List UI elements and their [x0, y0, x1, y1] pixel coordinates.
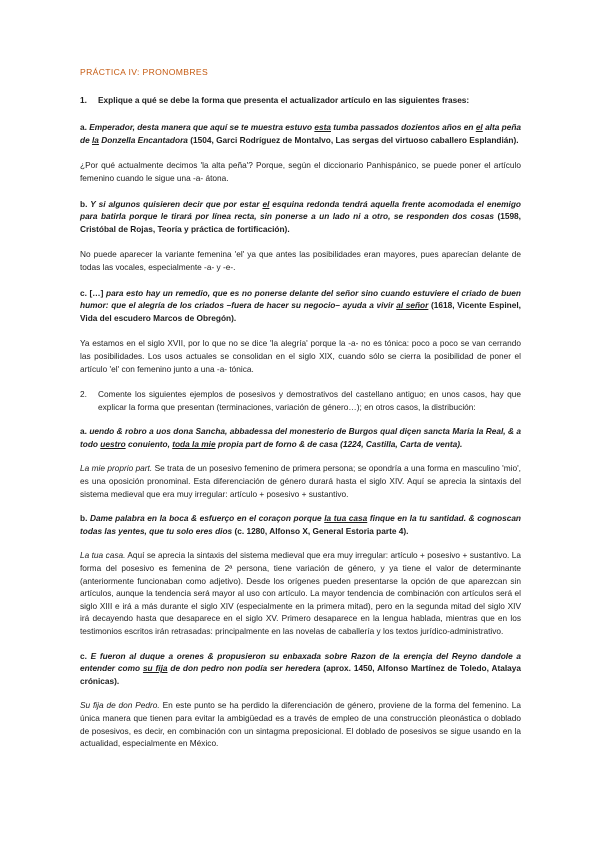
example-label: b. [80, 198, 88, 209]
question-number: 2. [80, 389, 87, 400]
example-label: a. [80, 122, 87, 133]
question-number: 1. [80, 94, 87, 105]
example-text: conuiento, [127, 438, 170, 449]
answer-lead: Su fija de don Pedro. [80, 700, 160, 711]
example-2c [80, 650, 521, 688]
answer-2c [80, 699, 521, 749]
example-text: esquina redonda tendrá aquella frente acomodada el enemigo para batirla porque le tirará por línea recta, sin ponerse a un lado ni a otro, se responden dos cosas [80, 198, 521, 222]
answer-2b [80, 549, 521, 637]
example-text: Dame palabra en la boca & esfuerço en el coraçon porque [89, 513, 322, 524]
example-c [80, 287, 521, 325]
example-text: para esto hay un remedio, que es no ponerse delante del señor sino cuando estuviere el criado de buen humor: que el alegría de los criados –fuera de hacer su negocio– ayuda a vivir [80, 287, 521, 311]
example-text: alta peña de [80, 122, 522, 145]
example-2a [80, 425, 521, 450]
example-text: Emperador, desta manera que aquí se te muestra estuvo [89, 122, 313, 133]
underlined-word: toda la mie [172, 438, 216, 449]
answer-b: No puede aparecer la variante femenina 'el' ya que antes las posibilidades eran mayores, pues aparecían delante de todas las vocales, especialmente -a- y -e-. [80, 249, 521, 272]
question-1 [80, 94, 521, 107]
example-text: uendo & robro a uos dona Sancha, abbadessa del monesterio de Burgos qual diçen sancta Maria la Real, & a todo [80, 426, 521, 449]
question-text: Explique a qué se debe la forma que presenta el actualizador artículo en las siguientes frases: [98, 94, 470, 105]
underlined-word: el [262, 198, 270, 209]
underlined-word: al señor [396, 300, 429, 311]
answer-text: En este punto se ha perdido la diferenciación de género, proviene de la forma del femenino. La única manera que tienen para evitar la ambigüedad es a través de empleo de una construcción pleonástica o doblado de posesivos, es decir, en combinación con un sintagma preposicional. El doblado de posesivos se sigue usando en la actualidad, especialmente en México. [80, 700, 521, 749]
question-2 [80, 388, 521, 413]
example-label: a. [80, 426, 87, 437]
answer-c: Ya estamos en el siglo XVII, por lo que no se dice 'la alegría' porque la -a- no es tónica: poco a poco se van cerrando las posibilidades. Los usos actuales se consolidan en el siglo XIX, cuando sólo se cierra la posibilidad de poner el artículo 'el' con femenino junto a una -a- tónica. [80, 338, 521, 374]
underlined-word: uestro [100, 438, 126, 449]
example-reference: (1598, Cristóbal de Rojas, Teoría y práctica de fortificación). [80, 211, 521, 234]
answer-a: ¿Por qué actualmente decimos 'la alta peña'? Porque, según el diccionario Panhispánico, se puede poner el artículo femenino cuando le sigue una -a- átona. [80, 160, 521, 183]
example-label: c. [80, 650, 87, 661]
underlined-word: el [475, 122, 483, 133]
answer-text: Se trata de un posesivo femenino de primera persona; se opondría a una forma en masculino 'mio', es una oposición pronominal. Esta diferenciación de género durará hasta el siglo XIV. Aquí se aprecia la sintaxis del sistema medieval que era muy irregular: artículo + posesivo + sustantivo. [80, 463, 521, 499]
answer-2a [80, 462, 521, 500]
example-b [80, 198, 521, 236]
example-reference: (1504, Garci Rodríguez de Montalvo, Las sergas del virtuoso caballero Esplandián). [190, 134, 519, 145]
example-reference: (c. 1280, Alfonso X, General Estoria parte 4). [234, 525, 409, 536]
example-text: propia part de forno & de casa [217, 438, 338, 449]
example-2b [80, 512, 521, 537]
underlined-word: su fija [142, 663, 168, 674]
example-reference: (1618, Vicente Espinel, Vida del escudero Marcos de Obregón). [80, 300, 521, 323]
answer-text: Aquí se aprecia la sintaxis del sistema medieval que era muy irregular: artículo + posesivo + sustantivo. La forma del posesivo es femenina de 2ª persona, tiene variación de género, y ya tiene el valor de determinante (anteriormente funcionaban como adjetivo). Desde los orígenes pueden presentarse la opción de que aparezcan sin artículos, aunque la tendencia será mayor al uso con artículo. La mayor tendencia de combinación con artículos será el siglo XIII e irá a más durante el siglo XIV (especialmente en la primera mitad), pero en la segunda mitad del siglo XIV irá decayendo hasta que desaparece en el siglo XV. Primero desaparece en la lengua hablada, mientras que en los testimonios escritos irán retrasadas: principalmente en las novelas de caballería y los textos jurídico-administrativo. [80, 550, 521, 636]
example-text: de don pedro non podía ser heredera [170, 663, 321, 674]
example-text: E fueron al duque a orenes & propusieron su enbaxada sobre Razon de la erençia del Reyno dandole a entender como [80, 650, 521, 674]
example-reference: (aprox. 1450, Alfonso Martínez de Toledo, Atalaya crónicas). [80, 663, 521, 686]
answer-lead: La mie proprio part. [80, 463, 153, 474]
example-text: Donzella Encantadora [101, 134, 188, 145]
example-label: c. [80, 287, 87, 298]
example-text: finque en la tu santidad. & cognoscan todas las yentes, que tu solo eres dios [80, 513, 521, 536]
example-label: b. [80, 513, 88, 524]
underlined-word: la [92, 134, 99, 145]
underlined-word: esta [314, 122, 331, 133]
underlined-word: la tua casa [324, 513, 368, 524]
answer-lead: La tua casa. [80, 550, 126, 561]
example-text: tumba passados dozientos años en [333, 122, 474, 133]
example-text: Y si algunos quisieren decir que por estar [90, 198, 260, 209]
question-text: Comente los siguientes ejemplos de posesivos y demostrativos del castellano antiguo; en unos casos, hay que explicar la forma que presentan (terminaciones, variación de género…); en otros casos, la distribución: [98, 389, 521, 412]
page-title: PRÁCTICA IV: PRONOMBRES [80, 67, 209, 77]
example-a [80, 121, 521, 146]
example-text: […] [89, 287, 104, 298]
example-reference: (1224, Castilla, Carta de venta). [340, 438, 463, 449]
